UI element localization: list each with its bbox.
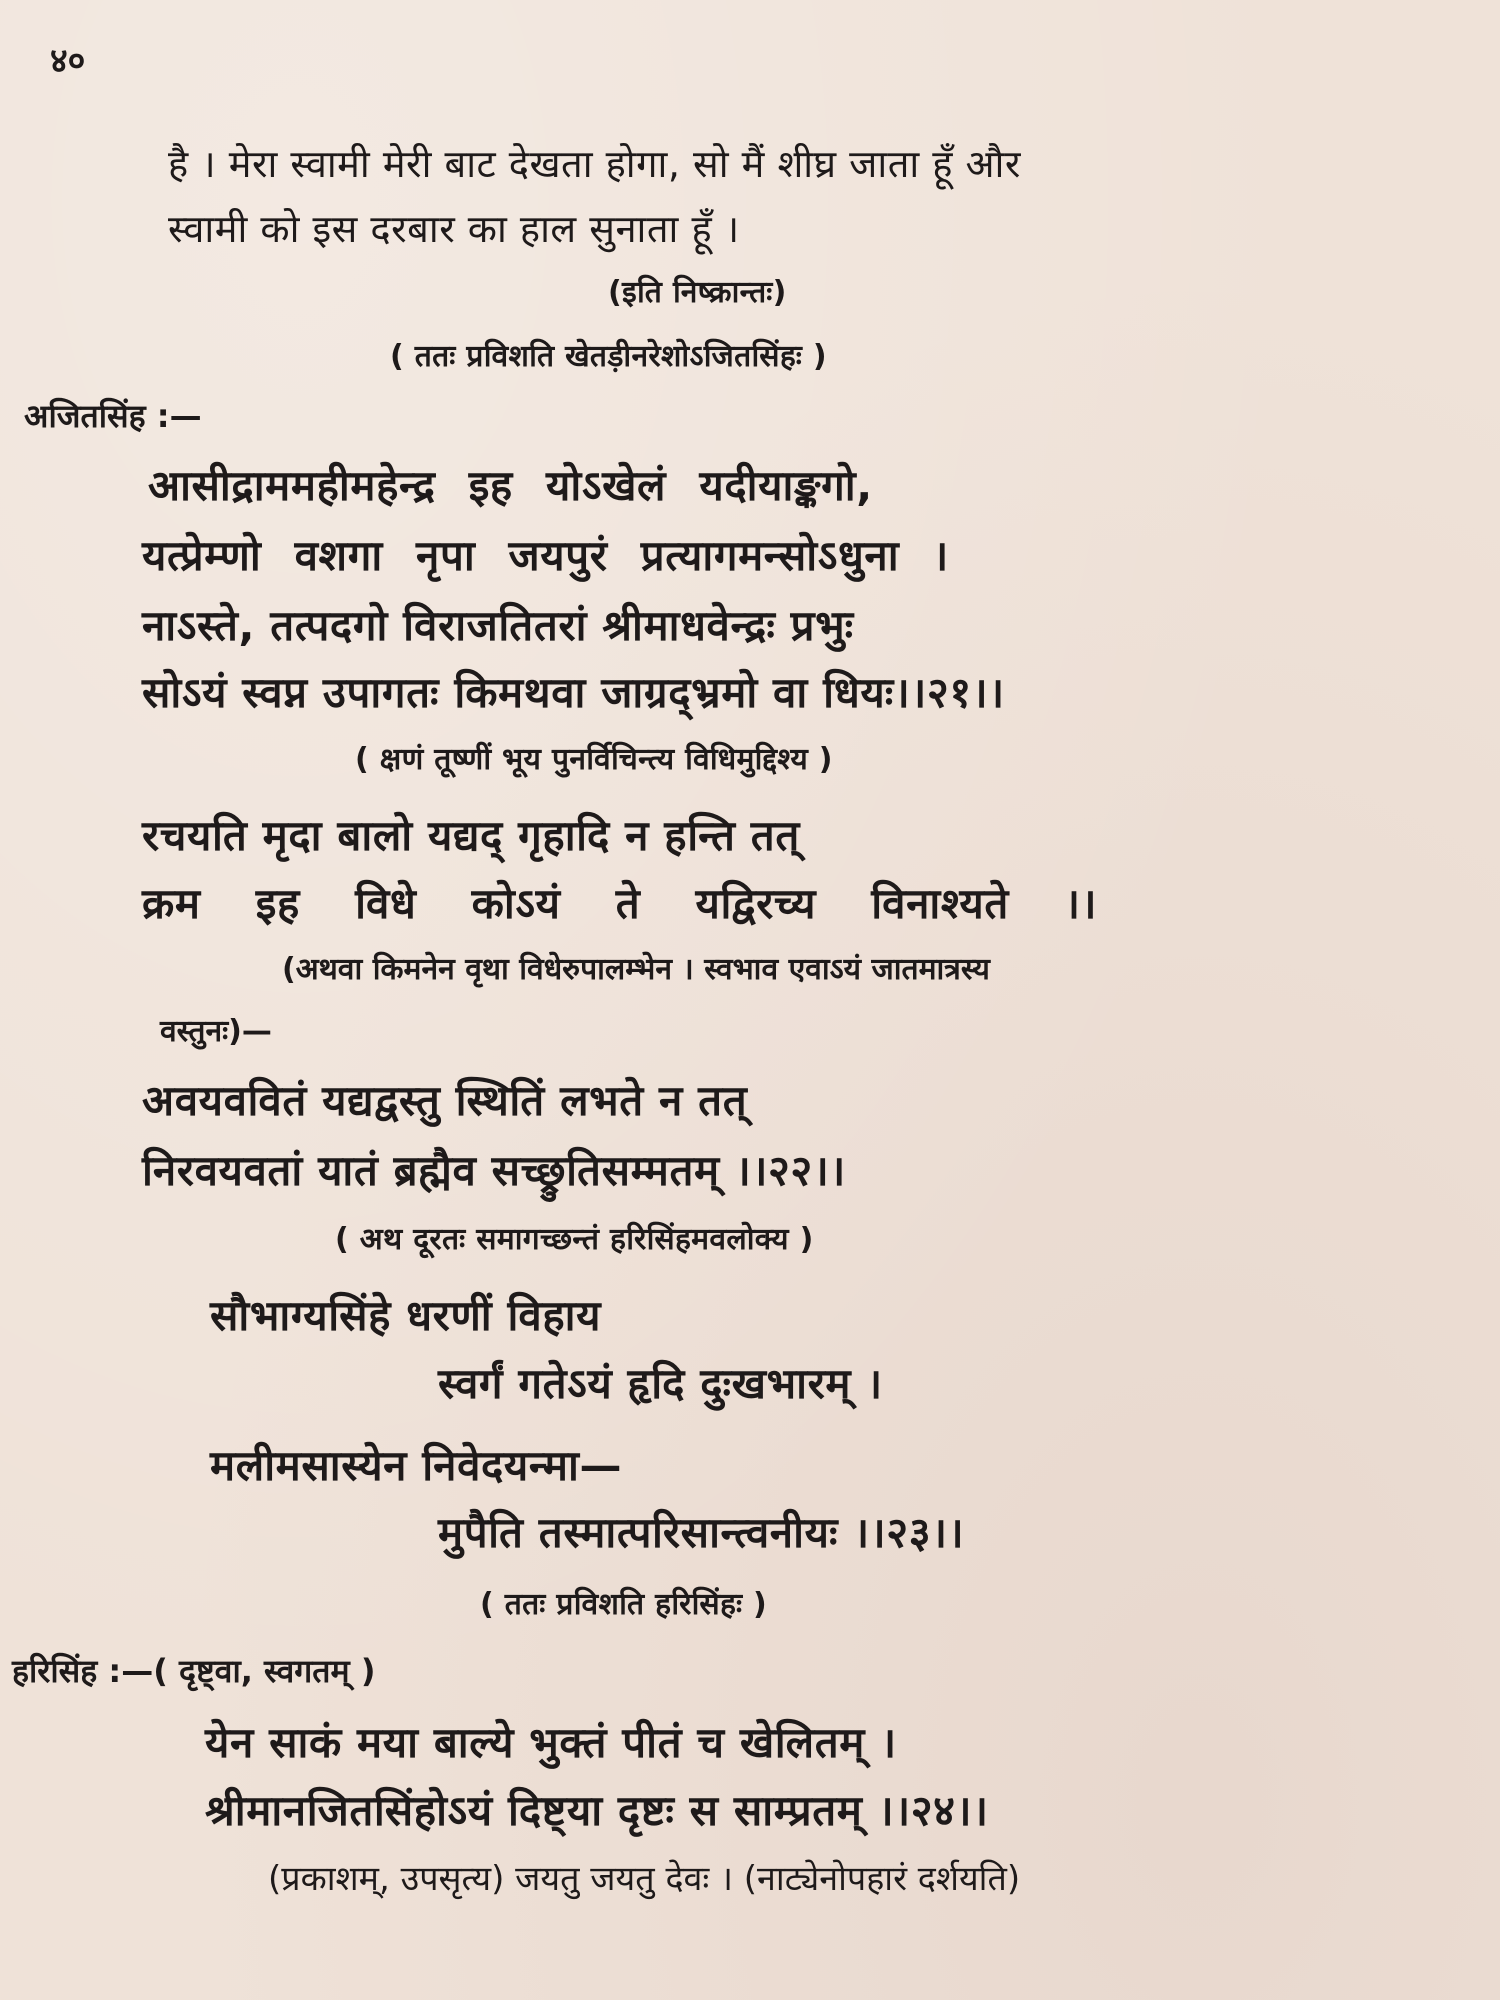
verse-line: अवयववितं यद्यद्वस्तु स्थितिं लभते न तत्	[142, 1076, 748, 1125]
note-line: (अथवा किमनेन वृथा विधेरुपालम्भेन । स्वभाव एवाऽयं जातमात्रस्य	[282, 952, 990, 987]
prose-line: स्वामी को इस दरबार का हाल सुनाता हूँ ।	[168, 207, 740, 251]
stage-direction: (इति निष्क्रान्तः)	[608, 275, 787, 310]
verse-line: येन साकं मया बाल्ये भुक्तं पीतं च खेलितम् ।	[205, 1718, 897, 1767]
verse-line: सौभाग्यसिंहे धरणीं विहाय	[210, 1291, 602, 1340]
stage-direction: ( क्षणं तूष्णीं भूय पुनर्विचिन्त्य विधिमुद्दिश्य )	[355, 742, 833, 777]
verse-line: निरवयवतां यातं ब्रह्मैव सच्छ्रुतिसम्मतम् ।।२२।।	[142, 1146, 846, 1195]
speaker-name: हरिसिंह :—( दृष्ट्वा, स्वगतम् )	[12, 1652, 376, 1690]
verse-line: नाऽस्ते, तत्पदगो विराजतितरां श्रीमाधवेन्द्रः प्रभुः	[142, 601, 854, 650]
verse-line: श्रीमानजितसिंहोऽयं दिष्ट्या दृष्टः स साम्प्रतम् ।।२४।।	[205, 1786, 989, 1835]
prose-line: है । मेरा स्वामी मेरी बाट देखता होगा, सो मैं शीघ्र जाता हूँ और	[168, 142, 1021, 186]
verse-line: यत्प्रेम्णो वशगा नृपा जयपुरं प्रत्यागमन्सोऽधुना ।	[142, 531, 949, 580]
verse-line: सोऽयं स्वप्न उपागतः किमथवा जाग्रद्भ्रमो वा धियः।।२१।।	[142, 668, 1005, 717]
speaker-name: अजितसिंह :—	[24, 397, 202, 435]
note-line: वस्तुनः)—	[160, 1014, 272, 1049]
page-number: ४०	[50, 41, 86, 81]
verse-line: आसीद्राममहीमहेन्द्र इह योऽखेलं यदीयाङ्कगो,	[148, 461, 873, 510]
verse-line: मलीमसास्येन निवेदयन्मा—	[210, 1441, 623, 1490]
stage-direction: ( अथ दूरतः समागच्छन्तं हरिसिंहमवलोक्य )	[335, 1222, 814, 1257]
verse-line: क्रम इह विधे कोऽयं ते यद्विरच्य विनाश्यते ।।	[142, 879, 1098, 928]
verse-line: मुपैति तस्मात्परिसान्त्वनीयः ।।२३।।	[438, 1508, 965, 1557]
stage-direction: ( ततः प्रविशति खेतड़ीनरेशोऽजितसिंहः )	[390, 339, 827, 374]
prose-line: (प्रकाशम्, उपसृत्य) जयतु जयतु देवः । (नाट्येनोपहारं दर्शयति)	[268, 1859, 1021, 1899]
verse-line: स्वर्गं गतेऽयं हृदि दुःखभारम् ।	[438, 1359, 883, 1408]
verse-line: रचयति मृदा बालो यद्यद् गृहादि न हन्ति तत्	[142, 811, 800, 860]
stage-direction: ( ततः प्रविशति हरिसिंहः )	[480, 1587, 768, 1622]
